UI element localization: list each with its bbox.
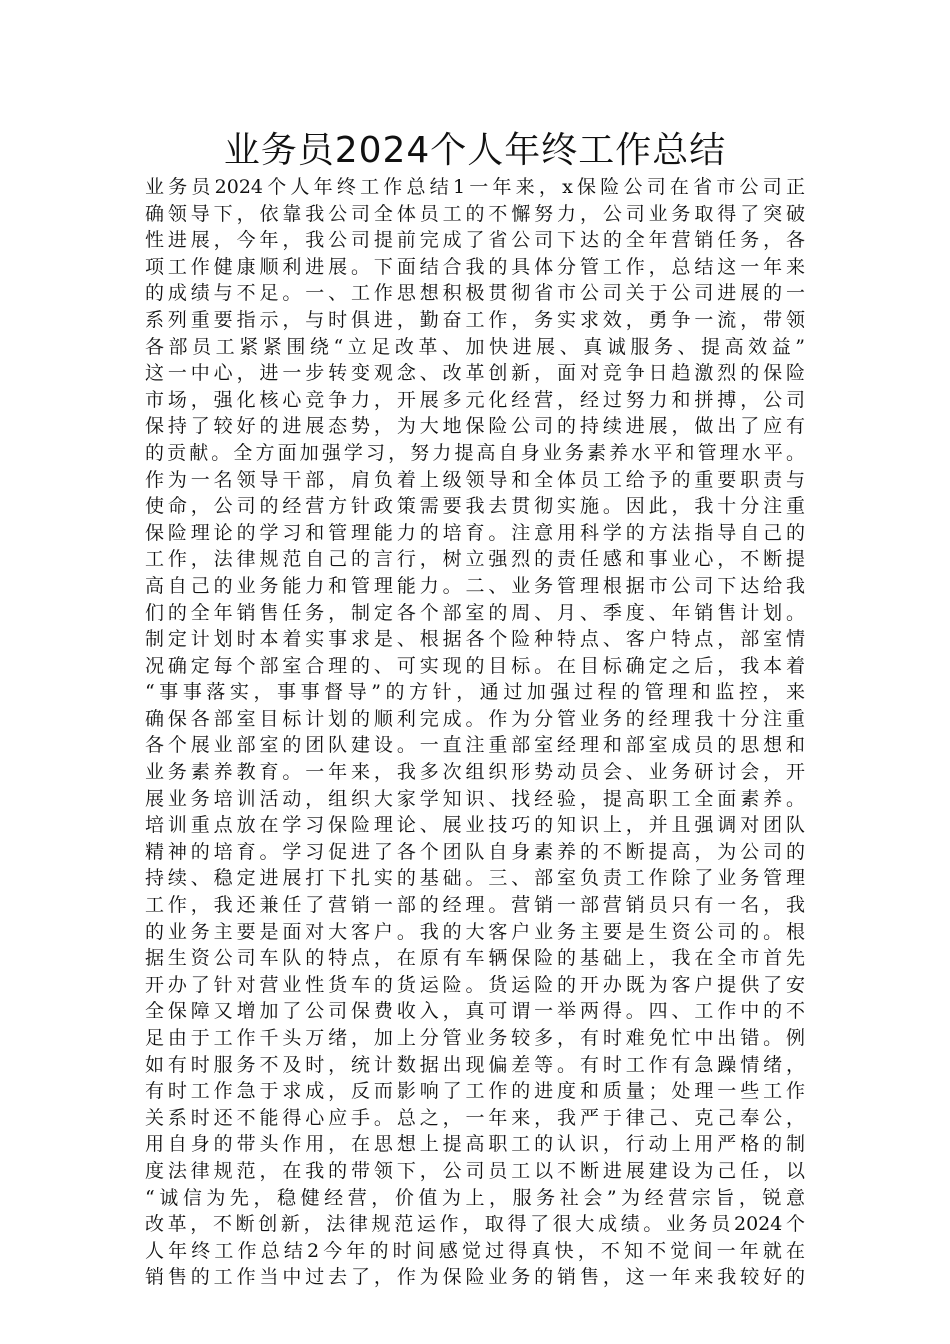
body-line: 工作，法律规范自己的言行，树立强烈的责任感和事业心，不断提 xyxy=(145,548,805,571)
body-line: 开办了针对营业性货车的货运险。货运险的开办既为客户提供了安 xyxy=(145,973,805,996)
body-line: 各部员工紧紧围绕“立足改革、加快进展、真诚服务、提高效益” xyxy=(145,335,805,358)
body-line: 的成绩与不足。一、工作思想积极贯彻省市公司关于公司进展的一 xyxy=(145,282,805,305)
body-line: 确领导下，依靠我公司全体员工的不懈努力，公司业务取得了突破 xyxy=(145,202,805,225)
body-line: 人年终工作总结2今年的时间感觉过得真快，不知不觉间一年就在 xyxy=(145,1239,805,1262)
document-body xyxy=(145,174,805,1291)
body-line: 们的全年销售任务，制定各个部室的周、月、季度、年销售计划。 xyxy=(145,601,805,624)
body-line: 这一中心，进一步转变观念、改革创新，面对竞争日趋激烈的保险 xyxy=(145,362,805,385)
body-line: 性进展，今年，我公司提前完成了省公司下达的全年营销任务，各 xyxy=(145,229,805,252)
body-line: 作为一名领导干部，肩负着上级领导和全体员工给予的重要职责与 xyxy=(145,468,805,491)
document-title: 业务员2024个人年终工作总结 xyxy=(223,130,727,171)
body-line: 持续、稳定进展打下扎实的基础。三、部室负责工作除了业务管理 xyxy=(145,867,805,890)
body-line: 项工作健康顺利进展。下面结合我的具体分管工作，总结这一年来 xyxy=(145,255,805,278)
body-line: 精神的培育。学习促进了各个团队自身素养的不断提高，为公司的 xyxy=(145,840,805,863)
body-line: 销售的工作当中过去了，作为保险业务的销售，这一年来我较好的 xyxy=(145,1266,805,1289)
body-line: 系列重要指示，与时俱进，勤奋工作，务实求效，勇争一流，带领 xyxy=(145,308,805,331)
body-line: 关系时还不能得心应手。总之，一年来，我严于律己、克己奉公， xyxy=(145,1106,805,1129)
body-line: 确保各部室目标计划的顺利完成。作为分管业务的经理我十分注重 xyxy=(145,707,805,730)
body-line: 使命，公司的经营方针政策需要我去贯彻实施。因此，我十分注重 xyxy=(145,495,805,518)
body-line: 展业务培训活动，组织大家学知识、找经验，提高职工全面素养。 xyxy=(145,787,805,810)
body-line: 况确定每个部室合理的、可实现的目标。在目标确定之后，我本着 xyxy=(145,654,805,677)
body-line: 如有时服务不及时，统计数据出现偏差等。有时工作有急躁情绪， xyxy=(145,1053,805,1076)
body-line: 度法律规范，在我的带领下，公司员工以不断进展建设为己任，以 xyxy=(145,1159,805,1182)
body-line: 用自身的带头作用，在思想上提高职工的认识，行动上用严格的制 xyxy=(145,1133,805,1156)
body-line: 的业务主要是面对大客户。我的大客户业务主要是生资公司的。根 xyxy=(145,920,805,943)
body-line: 保持了较好的进展态势，为大地保险公司的持续进展，做出了应有 xyxy=(145,415,805,438)
body-line: 有时工作急于求成，反而影响了工作的进度和质量；处理一些工作 xyxy=(145,1080,805,1103)
body-line: 保险理论的学习和管理能力的培育。注意用科学的方法指导自己的 xyxy=(145,521,805,544)
body-line: 培训重点放在学习保险理论、展业技巧的知识上，并且强调对团队 xyxy=(145,814,805,837)
body-line: 业务员2024个人年终工作总结1一年来，x保险公司在省市公司正 xyxy=(145,176,805,198)
body-line: 工作，我还兼任了营销一部的经理。营销一部营销员只有一名，我 xyxy=(145,894,805,917)
body-line: 各个展业部室的团队建设。一直注重部室经理和部室成员的思想和 xyxy=(145,734,805,757)
body-line: “诚信为先，稳健经营，价值为上，服务社会”为经营宗旨，锐意 xyxy=(145,1186,805,1209)
body-line: 据生资公司车队的特点，在原有车辆保险的基础上，我在全市首先 xyxy=(145,947,805,970)
body-line: 全保障又增加了公司保费收入，真可谓一举两得。四、工作中的不 xyxy=(145,1000,805,1023)
body-line: 业务素养教育。一年来，我多次组织形势动员会、业务研讨会，开 xyxy=(145,761,805,784)
body-line: 改革，不断创新，法律规范运作，取得了很大成绩。业务员2024个 xyxy=(145,1213,805,1236)
body-line: 的贡献。全方面加强学习，努力提高自身业务素养水平和管理水平。 xyxy=(145,441,805,464)
body-line: 高自己的业务能力和管理能力。二、业务管理根据市公司下达给我 xyxy=(145,574,805,597)
body-line: 市场，强化核心竞争力，开展多元化经营，经过努力和拼搏，公司 xyxy=(145,388,805,411)
body-line: 制定计划时本着实事求是、根据各个险种特点、客户特点，部室情 xyxy=(145,628,805,651)
body-line: “事事落实，事事督导”的方针，通过加强过程的管理和监控，来 xyxy=(145,681,805,704)
body-line: 足由于工作千头万绪，加上分管业务较多，有时难免忙中出错。例 xyxy=(145,1027,805,1049)
